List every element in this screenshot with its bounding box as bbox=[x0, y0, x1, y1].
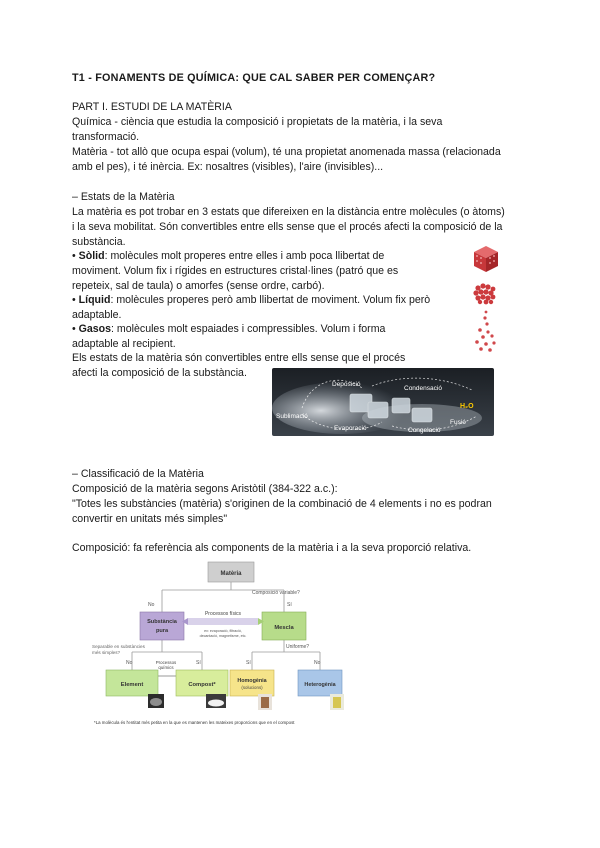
liquid-line-2: adaptable. bbox=[72, 309, 122, 321]
homogeneous-label-2: (solucions) bbox=[241, 685, 263, 690]
physical-processes-label: Processos físics bbox=[204, 611, 242, 617]
physical-processes-sub-2: decantació, magnetisme, etc. bbox=[199, 634, 247, 638]
pure-substance-label-1: Substància bbox=[147, 619, 177, 625]
diagram-footnote: *La molècula és l'entitat més petita en la que es mantenen les mateixes proporcions que en el compost bbox=[94, 720, 295, 725]
states-intro-2: i la seva mobilitat. Són convertibles entre ells sense que el procés afecti la composició de la bbox=[72, 221, 503, 233]
solid-line-2: moviment. Volum fix i rígides en estructures cristal·lines (patró que es bbox=[72, 265, 399, 277]
states-intro-1: La matèria es pot trobar en 3 estats que difereixen en la distància entre molècules (o àtoms) bbox=[72, 206, 505, 218]
fusio-label: Fusió bbox=[450, 419, 466, 426]
gas-line-2: adaptable al recipient. bbox=[72, 338, 176, 350]
part1-heading: PART I. ESTUDI DE LA MATÈRIA bbox=[72, 101, 232, 113]
liquid-particles-icon bbox=[473, 283, 495, 304]
page-title: T1 - FONAMENTS DE QUÍMICA: QUE CAL SABER PER COMENÇAR? bbox=[72, 72, 436, 84]
q1-label: Composició variable? bbox=[252, 590, 300, 596]
element-label: Element bbox=[120, 682, 144, 688]
condensacio-label: Condensació bbox=[404, 385, 442, 392]
chem-processes-label-2: químics bbox=[158, 665, 174, 670]
classification-heading: – Classificació de la Matèria bbox=[72, 468, 204, 480]
quimica-line-1: Química - ciència que estudia la composició i propietats de la matèria, i la seva bbox=[72, 116, 443, 128]
si-label-3: Sí bbox=[246, 660, 251, 666]
no-label-1: No bbox=[148, 602, 155, 608]
homogeneous-sample-photo bbox=[258, 694, 272, 710]
solid-text: : molècules molt properes entre elles i amb poca llibertat de bbox=[104, 250, 385, 262]
element-sample-photo bbox=[148, 694, 164, 708]
convertible-line-2: afecti la composició de la substància. bbox=[72, 367, 247, 379]
solid-line-3: repeteix, sal de taula) o amorfes (sense ordre, carbó). bbox=[72, 280, 325, 292]
q2-label-2: més simples? bbox=[92, 650, 121, 655]
states-of-matter-illustration bbox=[466, 244, 500, 356]
states-heading: – Estats de la Matèria bbox=[72, 191, 175, 203]
compound-sample-photo bbox=[206, 694, 226, 708]
pure-substance-label-2: pura bbox=[155, 628, 169, 634]
chem-processes-label-1: Processos bbox=[155, 660, 177, 665]
heterogeneous-sample-photo bbox=[330, 694, 344, 710]
phase-changes-photo bbox=[272, 368, 494, 436]
bullet: • bbox=[72, 294, 79, 306]
gas-line-1 bbox=[72, 322, 385, 337]
compound-label: Compost* bbox=[188, 682, 216, 688]
mixture-label: Mescla bbox=[274, 625, 294, 631]
solid-term: Sòlid bbox=[78, 250, 105, 262]
composicio-definition: Composició: fa referència als components de la matèria i a la seva proporció relativa. bbox=[72, 542, 472, 554]
homogeneous-label-1: Homogènia bbox=[237, 678, 267, 684]
aristotle-line-2: "Totes les substàncies (matèria) s'originen de la combinació de 4 elements i no es podran bbox=[72, 498, 492, 510]
no-label-2: No bbox=[126, 660, 133, 666]
aristotle-line-1: Composició de la matèria segons Aristòtil (384-322 a.c.): bbox=[72, 483, 338, 495]
materia-line-2: amb el pes), i té inèrcia. Ex: nosaltres (visibles), l'aire (invisibles)... bbox=[72, 161, 384, 173]
aristotle-line-3: convertir en unitats més simples" bbox=[72, 513, 228, 525]
materia-line-1: Matèria - tot allò que ocupa espai (volum), té una propietat anomenada massa (relacionada bbox=[72, 146, 501, 158]
sublimacio-label: Sublimació bbox=[276, 413, 308, 420]
gas-text: : molècules molt espaiades i compressibles. Volum i forma bbox=[111, 323, 386, 335]
bullet: • bbox=[72, 323, 79, 335]
liquid-text: : molècules properes però amb llibertat de moviment. Volum fix però bbox=[110, 294, 431, 306]
liquid-term: Líquid bbox=[78, 294, 111, 306]
liquid-line-1 bbox=[72, 293, 430, 308]
matter-classification-diagram bbox=[92, 556, 450, 728]
si-label-1: Sí bbox=[287, 602, 292, 608]
solid-line-1 bbox=[72, 249, 384, 264]
states-intro-3: substància. bbox=[72, 236, 126, 248]
convertible-line-1: Els estats de la matèria són convertibles entre ells sense que el procés bbox=[72, 352, 406, 364]
deposicio-label: Deposició bbox=[332, 381, 361, 388]
h2o-label: H₂O bbox=[460, 403, 474, 410]
evaporacio-label: Evaporació bbox=[334, 425, 367, 432]
heterogeneous-label: Heterogènia bbox=[304, 682, 336, 688]
q2-label-1: Separable en substàncies bbox=[92, 644, 145, 649]
solid-cube-icon bbox=[474, 246, 498, 272]
q3-label: Uniforme? bbox=[286, 644, 310, 650]
bullet: • bbox=[72, 250, 79, 262]
quimica-line-2: transformació. bbox=[72, 131, 140, 143]
physical-processes-sub-1: ex: evaporació, filtració, bbox=[204, 629, 242, 633]
no-label-3: No bbox=[314, 660, 321, 666]
gas-particles-icon bbox=[475, 311, 495, 352]
congelacio-label: Congelació bbox=[408, 427, 441, 434]
pure-substance-node bbox=[140, 612, 184, 640]
gas-term: Gasos bbox=[78, 323, 112, 335]
si-label-2: Sí bbox=[196, 660, 201, 666]
physical-processes-arrow bbox=[182, 618, 264, 625]
matter-node-label: Matèria bbox=[220, 571, 242, 577]
